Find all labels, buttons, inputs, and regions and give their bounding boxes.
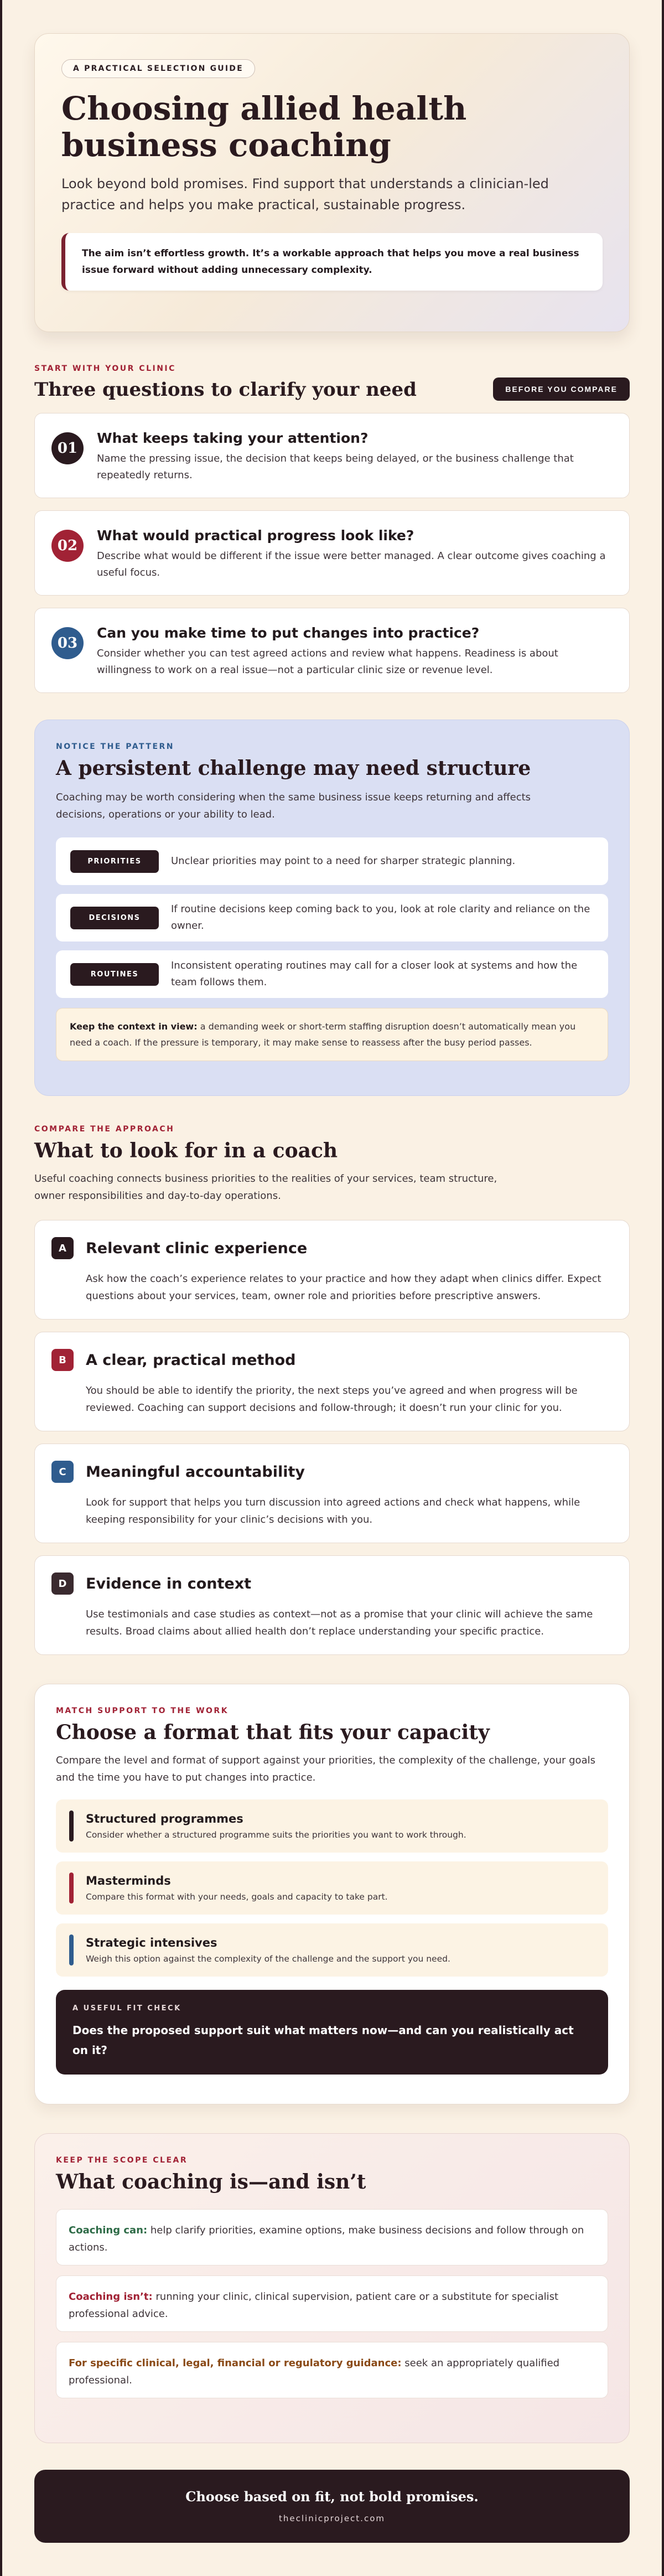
criteria-letter-badge: B [51,1349,74,1371]
approach-title: What to look for in a coach [34,1139,338,1162]
scope-item [56,2209,608,2265]
criteria-head [51,1573,613,1595]
criteria-title: Meaningful accountability [86,1463,305,1481]
criteria-card [34,1332,630,1431]
question-text: Consider whether you can test agreed actions and review what happens. Readiness is about willingness to work on a real issue—not a particular clinic size or revenue level. [97,648,558,676]
scope-item-text: help clarify priorities, examine options, make business decisions and follow through on actions. [69,2225,584,2253]
question-card [34,413,630,498]
criteria-head [51,1461,613,1483]
footer-url[interactable]: theclinicproject.com [279,2513,385,2523]
criteria-letter-badge: A [51,1237,74,1259]
guide-pill: A PRACTICAL SELECTION GUIDE [61,59,255,78]
page-title: Choosing allied health business coaching [61,90,467,164]
criteria-title: A clear, practical method [86,1351,296,1369]
criteria-title: Evidence in context [86,1575,252,1592]
question-number-badge: 03 [51,627,84,659]
criteria-title: Relevant clinic experience [86,1239,308,1257]
question-number-badge: 01 [51,432,84,464]
format-option-text: Compare this format with your needs, goals and capacity to take part. [86,1892,388,1902]
scope-title: What coaching is—and isn’t [56,2170,366,2194]
pattern-row [56,894,608,942]
criteria-card [34,1444,630,1543]
format-accent-bar [69,1811,74,1842]
question-body [97,428,613,483]
question-text: Describe what would be different if the issue were better managed. A clear outcome gives coaching a useful focus. [97,550,606,578]
hero-section [34,33,630,332]
hero-lead: Look beyond bold promises. Find support that understands a clinician-led practice and helps you make practical, sustainable progress. [61,176,549,213]
format-intro: Compare the level and format of support against your priorities, the complexity of the challenge, your goals and the time you have to put changes into practice. [56,1755,595,1783]
question-text: Name the pressing issue, the decision that keeps being delayed, or the business challenge that repeatedly returns. [97,453,574,481]
format-option-text: Consider whether a structured programme suits the priorities you want to work through. [86,1830,466,1840]
format-option [56,1799,608,1853]
footer-banner [34,2470,630,2543]
scope-item-text: seek an appropriately qualified professional. [69,2357,560,2386]
fit-check-question: Does the proposed support suit what matters now—and can you realistically act on it? [72,2024,574,2057]
pattern-section [34,720,630,1096]
scope-item [56,2275,608,2332]
pattern-row [56,950,608,998]
format-kicker: MATCH SUPPORT TO THE WORK [56,1706,229,1715]
context-note-text: a demanding week or short-term staffing disruption doesn’t automatically mean you need a coach. If the pressure is temporary, it may make sense to reassess after the busy period passes. [70,1021,576,1048]
format-section [34,1684,630,2104]
pattern-row-text: If routine decisions keep coming back to you, look at role clarity and reliance on the owner. [171,903,590,932]
question-title: What would practical progress look like? [97,527,414,544]
scope-item-label: Coaching can: [69,2225,148,2236]
format-option-body [86,1874,388,1902]
pattern-row-text: Inconsistent operating routines may call for a closer look at systems and how the team follows them. [171,960,578,988]
approach-section [34,1125,630,1655]
format-option-title: Structured programmes [86,1812,243,1825]
format-accent-bar [69,1872,74,1903]
format-option-text: Weigh this option against the complexity of the challenge and the support you need. [86,1954,450,1964]
question-title: What keeps taking your attention? [97,430,369,446]
format-option-title: Masterminds [86,1874,171,1887]
question-body [97,623,613,678]
criteria-text: Look for support that helps you turn discussion into agreed actions and check what happens, while keeping responsibility for your clinic’s decisions with you. [86,1497,580,1525]
scope-item [56,2342,608,2398]
format-option [56,1923,608,1977]
pattern-row [56,837,608,885]
approach-kicker: COMPARE THE APPROACH [34,1125,175,1134]
criteria-letter-badge: C [51,1461,74,1483]
criteria-text: You should be able to identify the priority, the next steps you’ve agreed and when progress will be reviewed. Coaching can support decisions and follow-through; it doesn’t run your clinic for you. [86,1385,578,1414]
before-you-compare-button[interactable]: BEFORE YOU COMPARE [493,377,630,401]
context-note-label: Keep the context in view: [70,1021,198,1032]
questions-title: Three questions to clarify your need [34,379,417,401]
format-option-title: Strategic intensives [86,1936,217,1949]
pattern-kicker: NOTICE THE PATTERN [56,742,174,751]
scope-item-text: running your clinic, clinical supervision, patient care or a substitute for specialist professional advice. [69,2291,559,2320]
question-card [34,608,630,693]
hero-quote: The aim isn’t effortless growth. It’s a workable approach that helps you move a real business issue forward without adding unnecessary complexity. [61,233,603,291]
format-option-body [86,1936,450,1964]
format-option [56,1861,608,1915]
criteria-head [51,1349,613,1371]
fit-check-box [56,1990,608,2075]
scope-section [34,2133,630,2443]
criteria-text: Ask how the coach’s experience relates to your practice and how they adapt when clinics differ. Expect questions about your services, team, owner role and priorities before prescriptive answers. [86,1273,601,1302]
fit-check-kicker: A USEFUL FIT CHECK [72,2004,181,2013]
format-accent-bar [69,1934,74,1965]
questions-section [34,364,630,693]
criteria-head [51,1237,613,1259]
format-option-body [86,1812,466,1840]
format-title: Choose a format that fits your capacity [56,1721,490,1744]
scope-item-label: For specific clinical, legal, financial or regulatory guidance: [69,2357,402,2369]
question-title: Can you make time to put changes into practice? [97,625,480,641]
footer-title: Choose based on fit, not bold promises. [185,2489,479,2505]
questions-kicker: START WITH YOUR CLINIC [34,364,176,373]
approach-intro: Useful coaching connects business priorities to the realities of your services, team structure, owner responsibilities and day-to-day operations. [34,1173,497,1202]
context-note [56,1008,608,1061]
question-body [97,525,613,581]
question-card [34,510,630,596]
criteria-letter-badge: D [51,1573,74,1595]
criteria-text: Use testimonials and case studies as context—not as a promise that your clinic will achieve the same results. Broad claims about allied health don’t replace understanding your specific practice. [86,1608,593,1637]
criteria-card [34,1555,630,1655]
criteria-card [34,1220,630,1320]
scope-item-label: Coaching isn’t: [69,2291,153,2303]
pattern-tag: ROUTINES [70,963,159,986]
scope-kicker: KEEP THE SCOPE CLEAR [56,2156,188,2165]
pattern-tag: PRIORITIES [70,850,159,873]
pattern-tag: DECISIONS [70,907,159,929]
pattern-row-text: Unclear priorities may point to a need for sharper strategic planning. [171,855,516,867]
pattern-intro: Coaching may be worth considering when the same business issue keeps returning and affects decisions, operations or your ability to lead. [56,792,531,820]
pattern-title: A persistent challenge may need structure [56,757,531,780]
question-number-badge: 02 [51,530,84,562]
